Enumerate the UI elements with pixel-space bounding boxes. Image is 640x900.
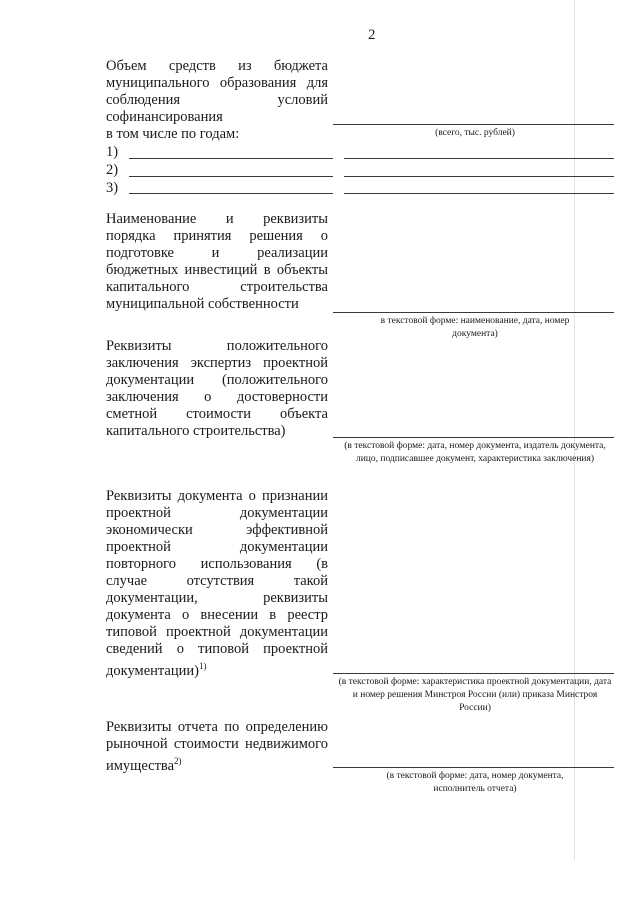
expertise-label: Реквизиты положительного заключения экспертиз проектной документации (положительного заключения о достоверности сметной стоимости объекта капитального строительства) [106,338,328,439]
reuse-label-text: Реквизиты документа о признании проектной документации экономически эффективной проектной документации повторного использования (в случае отсутствия такой документации, реквизиты документа о внесении в реестр типовой проектной документации сведений о типовой проектной документации) [106,488,328,679]
by-years-label: в том числе по годам: [106,126,240,142]
expertise-field[interactable] [333,437,614,438]
year-row-3-number: 3) [106,180,119,196]
valuation-label [106,719,328,775]
year-3-name-field[interactable] [129,193,333,194]
procedure-field[interactable] [333,312,614,313]
reuse-footnote-mark: 1) [198,661,207,671]
budget-label: Объем средств из бюджета муниципального образования для соблюдения условий софинансирования [106,58,328,125]
year-row-1-number: 1) [106,144,119,160]
year-1-name-field[interactable] [129,158,333,159]
valuation-caption: (в текстовой форме: дата, номер документа, исполнитель отчета) [386,771,564,794]
budget-caption: (всего, тыс. рублей) [435,128,515,138]
year-row-2-number: 2) [106,162,119,178]
year-3-amount-field[interactable] [344,193,614,194]
expertise-caption: (в текстовой форме: дата, номер документа, издатель документа, лицо, подписавшее документ, характеристика заключения) [344,441,606,464]
reuse-field[interactable] [333,673,614,674]
budget-total-field[interactable] [333,124,614,125]
procedure-caption: в текстовой форме: наименование, дата, номер документа) [380,316,570,339]
procedure-label: Наименование и реквизиты порядка принятия решения о подготовке и реализации бюджетных инвестиций в объекты капитального строительства муниципальной собственности [106,211,328,312]
reuse-label [106,488,328,680]
year-1-amount-field[interactable] [344,158,614,159]
valuation-footnote-mark: 2) [174,756,182,766]
reuse-caption: (в текстовой форме: характеристика проектной документации, дата и номер решения Минстроя России (или) приказа Минстроя России) [338,677,612,713]
page-number: 2 [368,27,376,43]
year-2-amount-field[interactable] [344,176,614,177]
valuation-field[interactable] [333,767,614,768]
year-2-name-field[interactable] [129,176,333,177]
valuation-label-text: Реквизиты отчета по определению рыночной стоимости недвижимого имущества [106,719,328,774]
